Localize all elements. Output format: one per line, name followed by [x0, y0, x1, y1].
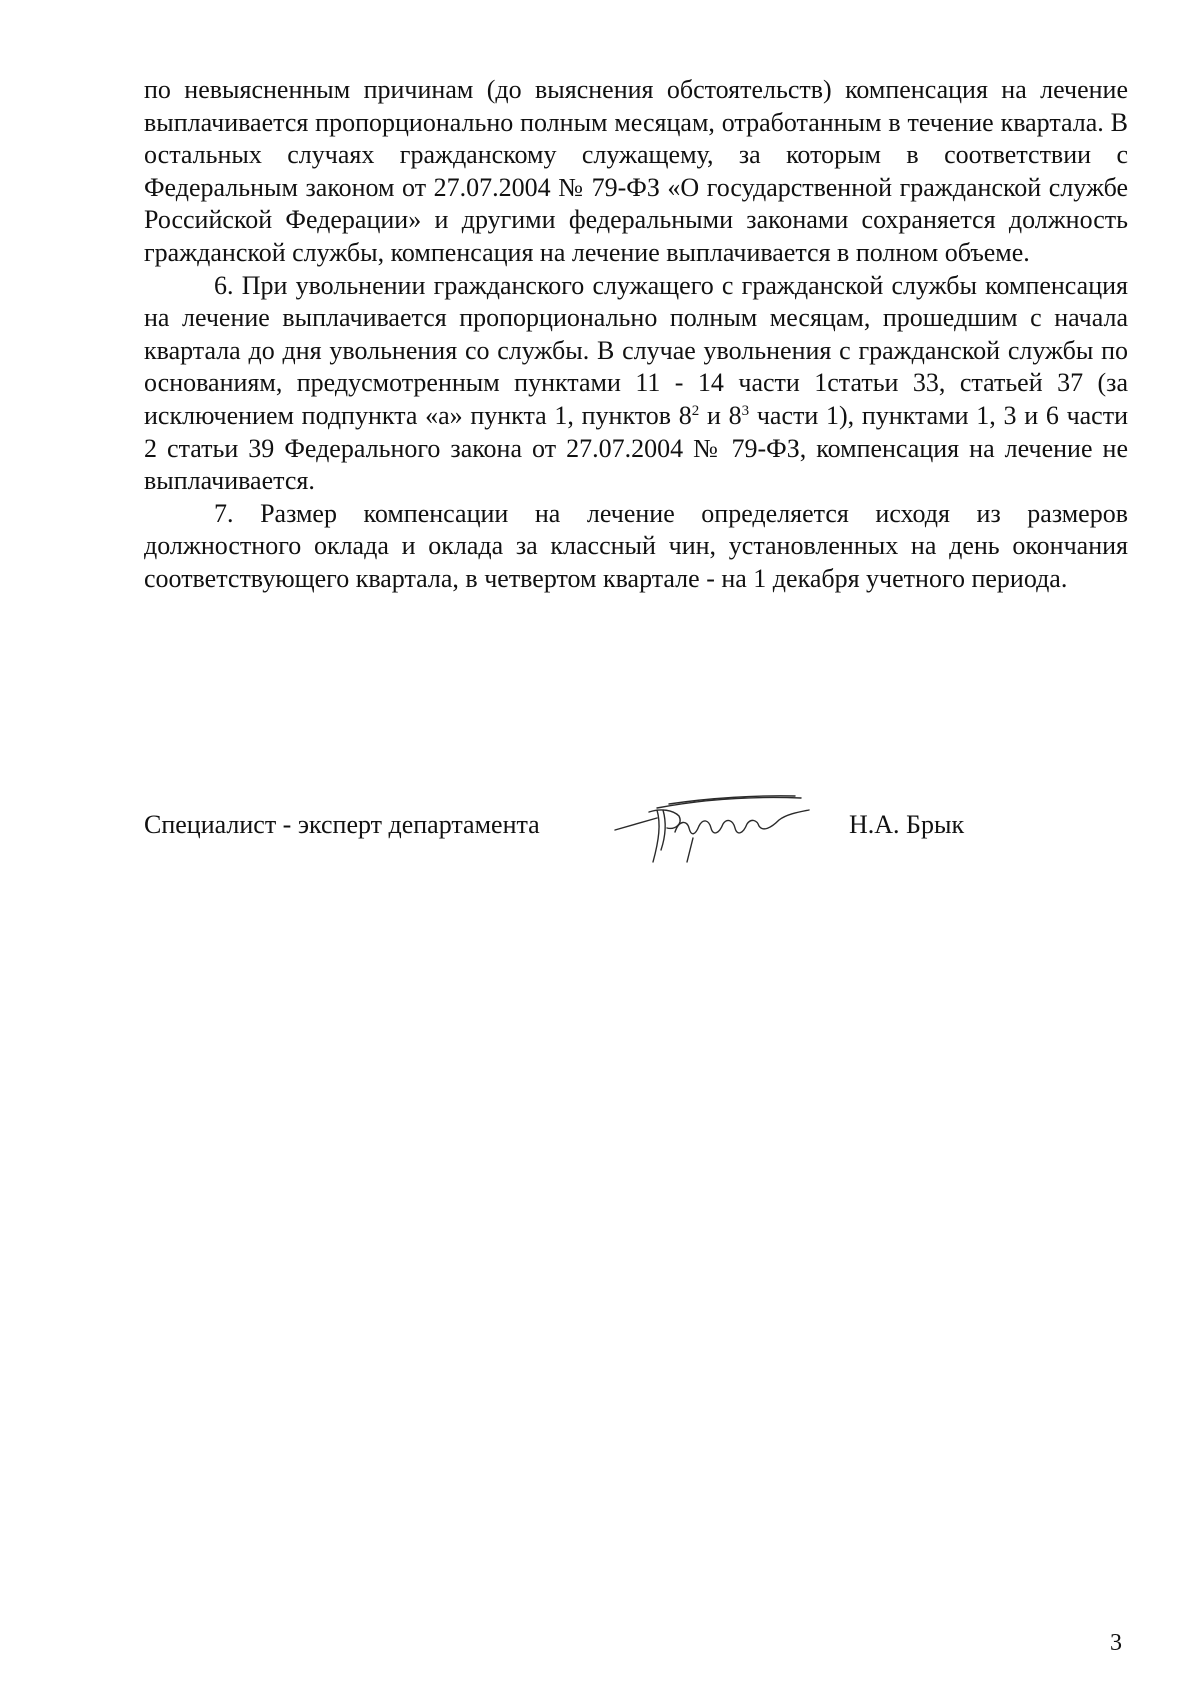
document-body: [144, 74, 1128, 596]
paragraph-6-text-part3: части 1), пунктами 1, 3 и 6 части 2 статьи 39 Федерального закона от 27.07.2004 № 79-ФЗ, компенсация на лечение не выплачивается.: [144, 400, 1129, 496]
signature-block: [144, 810, 1128, 870]
signatory-name: Н.А. Брык: [849, 810, 965, 839]
superscript-3: 3: [741, 402, 750, 419]
paragraph-6-text-part1: 6. При увольнении гражданского служащего с гражданской службы компенсация на лечение выплачивается пропорционально полным месяцам, прошедшим с начала квартала до дня увольнения со службы. В случае увольнения с гражданской службы по основаниям, предусмотренным пунктами 11 - 14 части 1статьи 33, статьей 37 (за исключением подпункта «а» пункта 1, пунктов 8: [144, 270, 1128, 430]
page-number: 3: [1110, 1630, 1122, 1656]
signatory-title: Специалист - эксперт департамента: [144, 810, 540, 839]
paragraph-continuation: по невыясненным причинам (до выяснения обстоятельств) компенсация на лечение выплачивается пропорционально полным месяцам, отработанным в течение квартала. В остальных случаях гражданскому служащему, за которым в соответствии с Федеральным законом от 27.07.2004 № 79-ФЗ «О государственной гражданской службе Российской Федерации» и другими федеральными законами сохраняется должность гражданской службы, компенсация на лечение выплачивается в полном объеме.: [144, 75, 1128, 267]
paragraph-7: 7. Размер компенсации на лечение определяется исходя из размеров должностного оклада и оклада за классный чин, установленных на день окончания соответствующего квартала, в четвертом квартале - на 1 декабря учетного периода.: [144, 498, 1128, 593]
paragraph-6-text-part2: и 8: [699, 400, 742, 430]
paragraph-6: [144, 270, 1128, 498]
handwritten-signature-icon: [609, 780, 819, 868]
superscript-2: 2: [691, 402, 700, 419]
